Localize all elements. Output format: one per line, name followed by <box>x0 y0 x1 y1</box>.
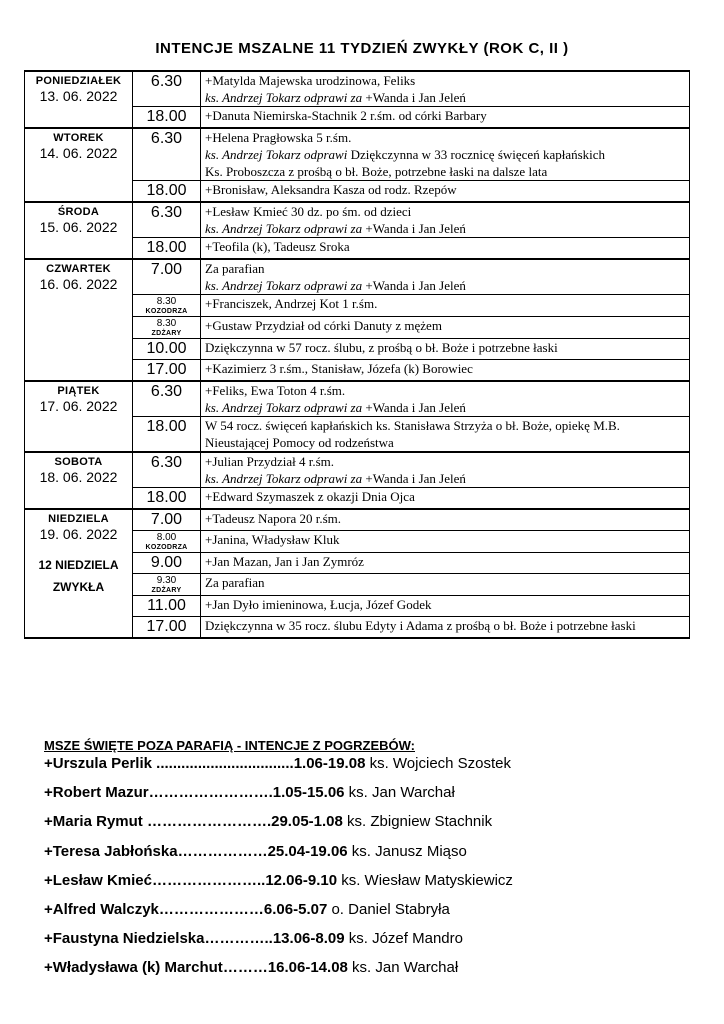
mass-time <box>133 488 201 510</box>
day-cell <box>25 452 133 509</box>
mass-time-value: 18.00 <box>146 182 187 199</box>
deceased-name: +Lesław Kmieć <box>44 871 152 889</box>
mass-row <box>25 71 690 107</box>
day-cell <box>25 381 133 452</box>
day-date: 14. 06. 2022 <box>39 145 118 161</box>
celebrant-note: ks. Andrzej Tokarz odprawi za <box>205 221 366 236</box>
celebrant-name: ks. Józef Mandro <box>344 930 463 948</box>
intention-line <box>205 617 685 634</box>
list-item <box>44 929 704 958</box>
mass-dates: 13.06-8.09 <box>272 930 345 948</box>
mass-row <box>25 381 690 417</box>
mass-intention <box>201 259 690 295</box>
intention-text: +Wanda i Jan Jeleń <box>365 400 466 415</box>
mass-time <box>133 381 201 417</box>
intention-line <box>205 360 685 377</box>
mass-time-value: 9.30 <box>156 575 177 586</box>
list-item <box>44 958 704 987</box>
mass-time <box>133 574 201 596</box>
mass-time-value: 18.00 <box>146 489 187 506</box>
day-date: 18. 06. 2022 <box>39 469 118 485</box>
celebrant-note: ks. Andrzej Tokarz odprawi za <box>205 278 366 293</box>
intention-text: +Teofila (k), Tadeusz Sroka <box>205 239 350 254</box>
deceased-name: +Faustyna Niedzielska <box>44 930 205 948</box>
dot-leader: …………………… <box>146 813 267 831</box>
mass-time-value: 9.00 <box>150 554 183 571</box>
mass-intention <box>201 339 690 360</box>
deceased-name: +Urszula Perlik <box>44 755 152 772</box>
mass-location: ZDŻARY <box>151 330 182 337</box>
list-item <box>44 871 704 900</box>
intention-line <box>205 417 685 434</box>
intention-line <box>205 382 685 399</box>
mass-time <box>133 531 201 553</box>
dot-leader: ………………… <box>158 900 264 918</box>
celebrant-name: o. Daniel Stabryła <box>327 900 450 918</box>
mass-time <box>133 71 201 107</box>
day-note: 12 NIEDZIELA ZWYKŁA <box>38 558 119 594</box>
mass-time-value: 18.00 <box>146 239 187 256</box>
mass-intention <box>201 202 690 238</box>
deceased-name: +Maria Rymut <box>44 813 147 831</box>
day-cell <box>25 202 133 259</box>
intention-line <box>205 72 685 89</box>
intention-text: Dziękczynna w 35 rocz. ślubu Edyty i Adama z prośbą o bł. Boże i potrzebne łaski <box>205 618 636 633</box>
day-name: CZWARTEK <box>46 263 111 275</box>
intention-line <box>205 317 685 334</box>
intention-line <box>205 181 685 198</box>
intention-text: +Helena Pragłowska 5 r.śm. <box>205 130 352 145</box>
day-name: SOBOTA <box>54 456 103 468</box>
mass-time-value: 6.30 <box>150 454 183 471</box>
mass-intention <box>201 574 690 596</box>
intention-text: +Franciszek, Andrzej Kot 1 r.śm. <box>205 296 378 311</box>
page-title: INTENCJE MSZALNE 11 TYDZIEŃ ZWYKŁY (ROK C, II ) <box>155 40 569 57</box>
mass-time <box>133 128 201 181</box>
deceased-name: +Alfred Walczyk <box>44 900 159 918</box>
intention-text: +Tadeusz Napora 20 r.śm. <box>205 511 342 526</box>
celebrant-name: ks. Wiesław Matyskiewicz <box>337 871 513 889</box>
intention-line <box>205 574 685 591</box>
mass-time-value: 17.00 <box>146 361 187 378</box>
mass-time <box>133 617 201 639</box>
mass-time <box>133 553 201 574</box>
intention-text: +Danuta Niemirska-Stachnik 2 r.śm. od córki Barbary <box>205 108 487 123</box>
intention-text: Za parafian <box>205 575 265 590</box>
mass-time-value: 7.00 <box>150 511 183 528</box>
mass-location: KOZODRZA <box>145 544 188 551</box>
outside-parish-heading: MSZE ŚWIĘTE POZA PARAFIĄ - INTENCJE Z POGRZEBÓW: <box>44 738 415 753</box>
day-date: 15. 06. 2022 <box>39 219 118 235</box>
day-date: 16. 06. 2022 <box>39 276 118 292</box>
celebrant-name: ks. Jan Warchał <box>347 959 459 977</box>
mass-time-value: 6.30 <box>150 383 183 400</box>
intention-line <box>205 596 685 613</box>
deceased-name: +Robert Mazur <box>44 784 149 802</box>
mass-time-value: 17.00 <box>146 618 187 635</box>
deceased-name: +Teresa Jabłońska <box>44 842 178 860</box>
celebrant-name: ks. Janusz Miąso <box>347 842 467 860</box>
mass-time <box>133 509 201 531</box>
mass-time <box>133 238 201 260</box>
intention-text: +Julian Przydział 4 r.śm. <box>205 454 335 469</box>
celebrant-note: ks. Andrzej Tokarz odprawi za <box>205 90 366 105</box>
day-name: NIEDZIELA <box>48 513 109 525</box>
day-name: ŚRODA <box>57 206 100 218</box>
intention-text: Nieustającej Pomocy od rodzeństwa <box>205 435 394 450</box>
mass-dates: 16.06-14.08 <box>267 959 348 977</box>
mass-dates: 1.06-19.08 <box>293 755 366 772</box>
intention-text: +Gustaw Przydział od córki Danuty z mężem <box>205 318 442 333</box>
intention-line <box>205 295 685 312</box>
mass-intention <box>201 181 690 203</box>
mass-dates: 6.06-5.07 <box>263 900 328 918</box>
mass-time <box>133 295 201 317</box>
mass-intention <box>201 452 690 488</box>
intention-line <box>205 277 685 294</box>
intention-line <box>205 531 685 548</box>
mass-row <box>25 128 690 181</box>
day-cell <box>25 509 133 638</box>
intention-line <box>205 453 685 470</box>
intention-line <box>205 470 685 487</box>
mass-row <box>25 202 690 238</box>
intention-line <box>205 260 685 277</box>
mass-time <box>133 452 201 488</box>
intention-text: Dziękczynna w 33 rocznicę święceń kapłańskich <box>350 147 606 162</box>
mass-row <box>25 509 690 531</box>
list-item <box>44 842 704 871</box>
intention-text: +Kazimierz 3 r.śm., Stanisław, Józefa (k) Borowiec <box>205 361 473 376</box>
dot-leader: ………….. <box>204 930 273 948</box>
mass-intention <box>201 381 690 417</box>
day-date: 13. 06. 2022 <box>39 88 118 104</box>
mass-time-value: 10.00 <box>146 340 187 357</box>
mass-time-value: 11.00 <box>147 597 186 614</box>
dot-leader: ……… <box>222 959 268 977</box>
mass-intention <box>201 107 690 129</box>
celebrant-note: ks. Andrzej Tokarz odprawi <box>205 147 351 162</box>
intention-text: +Wanda i Jan Jeleń <box>365 278 466 293</box>
mass-intention <box>201 71 690 107</box>
intention-text: +Wanda i Jan Jeleń <box>365 221 466 236</box>
intention-text: Ks. Proboszcza z prośbą o bł. Boże, potrzebne łaski na dalsze lata <box>205 164 548 179</box>
day-name: WTOREK <box>53 132 104 144</box>
mass-time <box>133 181 201 203</box>
day-cell <box>25 128 133 202</box>
celebrant-name: ks. Wojciech Szostek <box>365 755 512 772</box>
mass-time <box>133 107 201 129</box>
dot-leader: ………………… <box>151 871 257 889</box>
deceased-name: +Władysława (k) Marchut <box>44 959 223 977</box>
intention-text: +Wanda i Jan Jeleń <box>365 90 466 105</box>
day-cell <box>25 259 133 381</box>
intention-line <box>205 399 685 416</box>
mass-time <box>133 202 201 238</box>
intention-line <box>205 553 685 570</box>
intention-line <box>205 434 685 451</box>
intention-text: +Jan Dyło imieninowa, Łucja, Józef Godek <box>205 597 432 612</box>
dot-leader: …………………… <box>148 784 269 802</box>
intention-text: +Bronisław, Aleksandra Kasza od rodz. Rzepów <box>205 182 457 197</box>
celebrant-name: ks. Zbigniew Stachnik <box>342 813 493 831</box>
celebrant-note: ks. Andrzej Tokarz odprawi za <box>205 471 366 486</box>
day-date: 17. 06. 2022 <box>39 398 118 414</box>
mass-intention <box>201 238 690 260</box>
mass-time <box>133 339 201 360</box>
intention-line <box>205 220 685 237</box>
mass-intention <box>201 128 690 181</box>
mass-time-value: 6.30 <box>150 73 183 90</box>
mass-dates: .1.05-15.06 <box>268 784 345 802</box>
intention-text: +Jan Mazan, Jan i Jan Zymróz <box>205 554 364 569</box>
intentions-table <box>24 70 690 639</box>
day-date: 19. 06. 2022 <box>39 526 118 542</box>
mass-time <box>133 596 201 617</box>
mass-intention <box>201 295 690 317</box>
mass-intention <box>201 417 690 453</box>
intention-text: +Matylda Majewska urodzinowa, Feliks <box>205 73 416 88</box>
intention-text: +Edward Szymaszek z okazji Dnia Ojca <box>205 489 415 504</box>
dot-leader: ……………… <box>177 842 268 860</box>
intention-line <box>205 107 685 124</box>
list-item <box>44 900 704 929</box>
intention-text: Za parafian <box>205 261 265 276</box>
mass-intention <box>201 317 690 339</box>
day-cell <box>25 71 133 128</box>
mass-intention <box>201 509 690 531</box>
mass-dates: 25.04-19.06 <box>267 842 348 860</box>
mass-time-value: 18.00 <box>146 108 187 125</box>
mass-row <box>25 452 690 488</box>
outside-parish-list <box>44 754 704 988</box>
intention-text: +Feliks, Ewa Toton 4 r.śm. <box>205 383 346 398</box>
intention-line <box>205 238 685 255</box>
intention-text: W 54 rocz. święceń kapłańskich ks. Stanisława Strzyża o bł. Boże, opiekę M.B. <box>205 418 620 433</box>
intention-line <box>205 129 685 146</box>
mass-time <box>133 417 201 453</box>
mass-intention <box>201 531 690 553</box>
mass-intention <box>201 596 690 617</box>
list-item <box>44 812 704 841</box>
mass-time <box>133 360 201 382</box>
celebrant-note: ks. Andrzej Tokarz odprawi za <box>205 400 366 415</box>
mass-intention <box>201 488 690 510</box>
intention-line <box>205 203 685 220</box>
mass-time <box>133 259 201 295</box>
mass-time-value: 6.30 <box>150 130 183 147</box>
intention-text: +Janina, Władysław Kluk <box>205 532 340 547</box>
mass-time-value: 8.30 <box>156 296 177 307</box>
mass-time-value: 7.00 <box>150 261 183 278</box>
mass-location: KOZODRZA <box>145 308 188 315</box>
mass-time-value: 8.00 <box>156 532 177 543</box>
mass-dates: ..12.06-9.10 <box>256 871 338 889</box>
intention-line <box>205 163 685 180</box>
intention-text: +Lesław Kmieć 30 dz. po śm. od dzieci <box>205 204 412 219</box>
dot-leader: ................................. <box>151 755 294 772</box>
mass-intention <box>201 617 690 639</box>
intention-line <box>205 146 685 163</box>
day-name: PONIEDZIAŁEK <box>35 75 122 87</box>
intention-line <box>205 510 685 527</box>
celebrant-name: ks. Jan Warchał <box>344 784 455 802</box>
intention-text: Dziękczynna w 57 rocz. ślubu, z prośbą o bł. Boże i potrzebne łaski <box>205 340 558 355</box>
day-name: PIĄTEK <box>57 385 100 397</box>
mass-time-value: 18.00 <box>146 418 187 435</box>
mass-location: ZDŻARY <box>151 587 182 594</box>
list-item <box>44 783 704 812</box>
intention-line <box>205 339 685 356</box>
intention-text: +Wanda i Jan Jeleń <box>365 471 466 486</box>
mass-intention <box>201 360 690 382</box>
intention-line <box>205 89 685 106</box>
mass-time <box>133 317 201 339</box>
mass-intention <box>201 553 690 574</box>
mass-row <box>25 259 690 295</box>
mass-dates: .29.05-1.08 <box>266 813 343 831</box>
mass-time-value: 6.30 <box>150 204 183 221</box>
mass-time-value: 8.30 <box>156 318 177 329</box>
list-item <box>44 754 704 783</box>
intention-line <box>205 488 685 505</box>
